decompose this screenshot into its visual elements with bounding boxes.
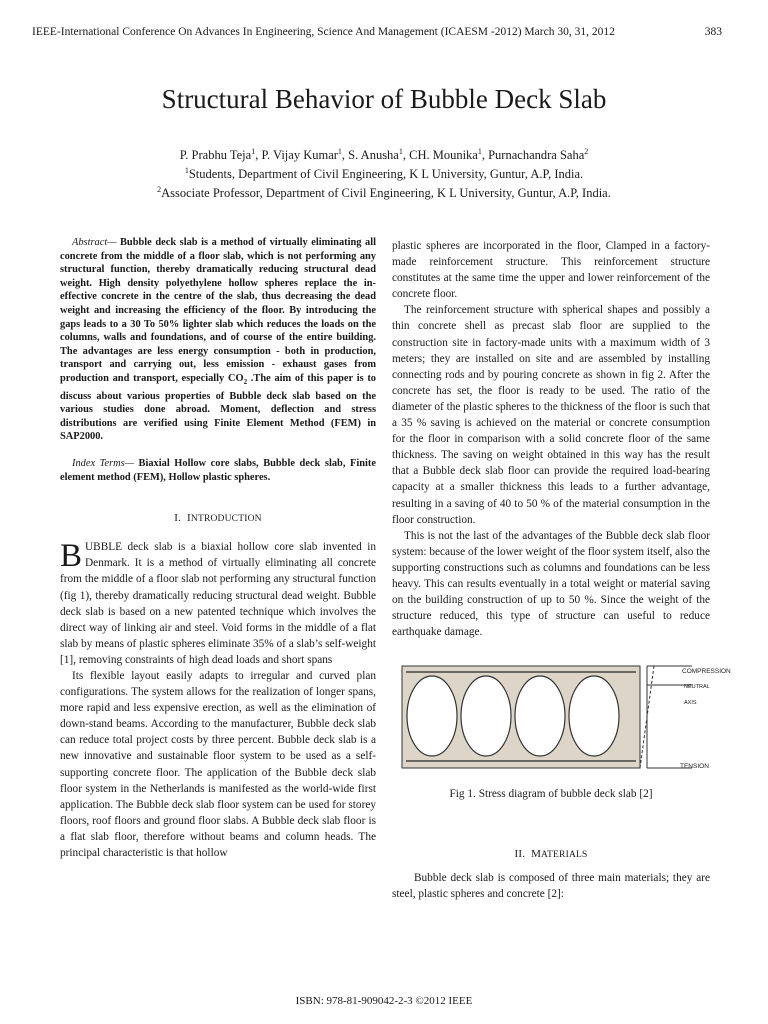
left-column [60,236,376,861]
figure-1-caption: Fig 1. Stress diagram of bubble deck slab [2] [449,788,653,801]
author-4: CH. Mounika [409,148,478,163]
label-compression: COMPRESSION [682,668,731,676]
intro-paragraph-5: This is not the last of the advantages of the Bubble deck slab floor system: because of the lower weight of the floor system itself, also the supporting constructions such as columns and foundations can be less heavy. This can results eventually in a total weight or material saving on the building construction of up to 50 %. Since the weight of the structure reduced, this type of structure can useful to reduce earthquake damage. [392,529,710,639]
paper-title: Structural Behavior of Bubble Deck Slab [161,84,607,114]
abstract: Abstract— Bubble deck slab is a method of virtually eliminating all concrete from the middle of a floor slab, which is not performing any structural function, thereby dramatically reducing structural dead weight. High density polyethylene hollow spheres replace the in-effective concrete in the centre of the slab, thus decreasing the dead weight and increasing the efficiency of the floor. By introducing the gaps leads to a 30 To 50% lighter slab which reduces the loads on the columns, walls and foundations, and of course of the entire building. The advantages are less energy consumption - both in production, transport and carrying out, less emission - exhaust gases from production and transport, especially $CO_2$ .The aim of this paper is to discuss about various properties of Bubble deck slab based on the various studies done abroad. Moment, deflection and stress distributions are verified using Finite Element Method (FEM) in SAP2000. [60,237,377,443]
intro-paragraph-3: plastic spheres are incorporated in the floor, Clamped in a factory-made reinforcement structure. This reinforcement structure constitutes at the same time the upper and lower reinforcement of the concrete floor. [392,240,710,301]
section-heading-introduction: I. INTRODUCTION [174,512,262,525]
stress-diagram [392,658,710,776]
drop-cap: B [60,538,83,575]
bubble-sphere [569,676,619,756]
author-list: P. Prabhu Teja$^1$, P. Vijay Kumar$^1$, S. Anusha$^1$, CH. Mounika$^1$, Purnachandra Saha$^2$ [179,147,589,163]
section-heading-materials: II. MATERIALS [514,848,588,861]
page-number: 383 [704,26,722,38]
abstract-lead: Abstract— [72,237,117,248]
figure-1 [392,658,731,776]
bubble-sphere [461,676,511,756]
affiliation-2: $^2$Associate Professor, Department of Civil Engineering, K L University, Guntur, A.P, India. [157,185,611,201]
intro-paragraph-2: Its flexible layout easily adapts to irregular and curved plan configurations. The system allows for the realization of longer spans, more rapid and less expensive erection, as well as the elimination of down-stand beams. According to the manufacturer, Bubble deck slab can reduce total project costs by three percent. Bubble deck slab is a new innovative and sustainable floor system to be used as a self-supporting concrete floor. The application of the Bubble deck slab floor system in the Netherlands is manifested as the world-wide first application. The Bubble deck slab floor system can be used for storey floors, roof floors and ground floor slabs. A Bubble deck slab floor is a flat slab floor, therefore without beams and column heads. The principal characteristic is that hollow [60,670,376,860]
label-tension: TENSION [680,763,709,771]
label-neutral-axis: NEUTRAL AXIS [684,684,710,707]
affiliation-1: $^1$Students, Department of Civil Engineering, K L University, Guntur, A.P, India. [184,166,584,182]
author-5: Purnachandra Saha [488,148,585,163]
bubble-sphere [515,676,565,756]
right-column [392,238,731,902]
running-header: IEEE-International Conference On Advances In Engineering, Science And Management (ICAESM -2012) March 30, 31, 2012 [32,26,615,38]
intro-paragraph-1: BUBBLE deck slab is a biaxial hollow core slab invented in Denmark. It is a method of virtually eliminating all concrete from the middle of a floor slab not performing any structural function (fig 1), thereby dramatically reducing structural dead weight. Bubble deck slab is based on a new patented technique which involves the direct way of linking air and steel. Void forms in the middle of a flat slab by means of plastic spheres eliminate 35% of a slab’s self-weight [1], removing constraints of high dead loads and short spans [60,538,376,666]
bubble-sphere [407,676,457,756]
author-2: P. Vijay Kumar [261,148,338,163]
page-footer: ISBN: 978-81-909042-2-3 ©2012 IEEE [295,995,473,1007]
author-1: P. Prabhu Teja [179,148,252,163]
author-3: S. Anusha [348,148,399,163]
intro-paragraph-4: The reinforcement structure with spherical shapes and possibly a thin concrete shell as precast slab floor are supplied to the construction site in factory-made units with a maximum width of 3 meters; they are installed on site and are assembled by installing connecting rods and by pouring concrete as shown in fig 2. After the concrete has set, the floor is ready to be used. The ratio of the diameter of the plastic spheres to the thickness of the floor is such that a 35 % saving is achieved on the material or concrete consumption for the floor in comparison with a solid concrete floor of the same thickness. The saving on weight obtained in this way has the result that a Bubble deck slab floor can provide the required load-bearing capacity at a smaller thickness this leads to a further advantage, resulting in a saving of 40 to 50 % of the material consumption in the floor construction. [392,304,710,526]
author-block [0,144,768,201]
materials-paragraph-1: Bubble deck slab is composed of three main materials; they are steel, plastic spheres and concrete [2]: [392,871,710,900]
index-terms: Index Terms— Biaxial Hollow core slabs, Bubble deck slab, Finite element method (FEM), Hollow plastic spheres. [60,457,376,483]
